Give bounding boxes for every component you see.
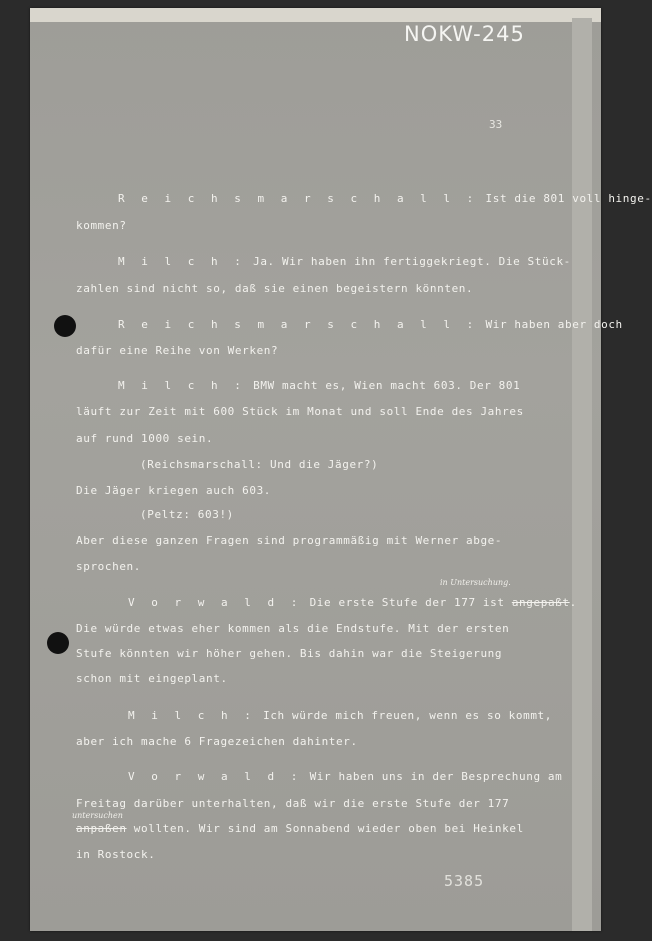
page-number: 33 (489, 118, 503, 131)
line-7 (118, 379, 520, 392)
handwritten-insertion: untersuchen (72, 811, 123, 820)
line-8: läuft zur Zeit mit 600 Stück im Monat und soll Ende des Jahres (76, 405, 524, 418)
line-21 (128, 770, 562, 783)
struck-word: anpaßen (76, 822, 127, 835)
line-2: kommen? (76, 219, 127, 232)
speaker-label: V o r w a l d : (128, 596, 303, 609)
speaker-label: M i l c h : (118, 379, 246, 392)
punch-hole-bottom (47, 632, 69, 654)
speaker-label: R e i c h s m a r s c h a l l : (118, 318, 479, 331)
punch-hole-top (54, 315, 76, 337)
line-4: zahlen sind nicht so, daß sie einen begeistern könnten. (76, 282, 474, 295)
line-20: aber ich mache 6 Fragezeichen dahinter. (76, 735, 358, 748)
line-15 (128, 596, 577, 609)
line-16: Die würde etwas eher kommen als die Endstufe. Mit der ersten (76, 622, 510, 635)
line-10: (Reichsmarschall: Und die Jäger?) (140, 458, 379, 471)
line-19 (128, 709, 552, 722)
line-text: Wir haben aber doch (485, 318, 623, 331)
line-text: BMW macht es, Wien macht 603. Der 801 (253, 379, 521, 392)
line-12: (Peltz: 603!) (140, 508, 234, 521)
line-text: Ja. Wir haben ihn fertiggekriegt. Die Stück- (253, 255, 571, 268)
line-13: Aber diese ganzen Fragen sind programmäßig mit Werner abge- (76, 534, 503, 547)
line-18: schon mit eingeplant. (76, 672, 228, 685)
speaker-label: R e i c h s m a r s c h a l l : (118, 192, 479, 205)
line-text: wollten. Wir sind am Sonnabend wieder oben bei Heinkel (133, 822, 524, 835)
line-3 (118, 255, 571, 268)
handwritten-reference: NOKW-245 (404, 22, 525, 46)
line-5 (118, 318, 623, 331)
struck-word: angepaßt (511, 596, 570, 609)
handwritten-insertion: in Untersuchung. (440, 578, 511, 587)
line-1 (118, 192, 652, 205)
line-17: Stufe könnten wir höher gehen. Bis dahin war die Steigerung (76, 647, 503, 660)
line-text: Die erste Stufe der 177 ist (309, 596, 505, 609)
speaker-label: M i l c h : (128, 709, 256, 722)
speaker-label: M i l c h : (118, 255, 246, 268)
archive-number: 5385 (444, 872, 485, 890)
line-11: Die Jäger kriegen auch 603. (76, 484, 272, 497)
line-text: Ist die 801 voll hinge- (485, 192, 652, 205)
line-23 (76, 822, 524, 835)
line-end: . (569, 596, 577, 609)
line-22: Freitag darüber unterhalten, daß wir die erste Stufe der 177 (76, 797, 510, 810)
line-text: Ich würde mich freuen, wenn es so kommt, (263, 709, 552, 722)
line-text: Wir haben uns in der Besprechung am (309, 770, 563, 783)
line-6: dafür eine Reihe von Werken? (76, 344, 279, 357)
line-14: sprochen. (76, 560, 142, 573)
page-top-edge (30, 8, 601, 22)
line-9: auf rund 1000 sein. (76, 432, 214, 445)
speaker-label: V o r w a l d : (128, 770, 303, 783)
page-edge-strip (569, 18, 592, 931)
line-24: in Rostock. (76, 848, 156, 861)
